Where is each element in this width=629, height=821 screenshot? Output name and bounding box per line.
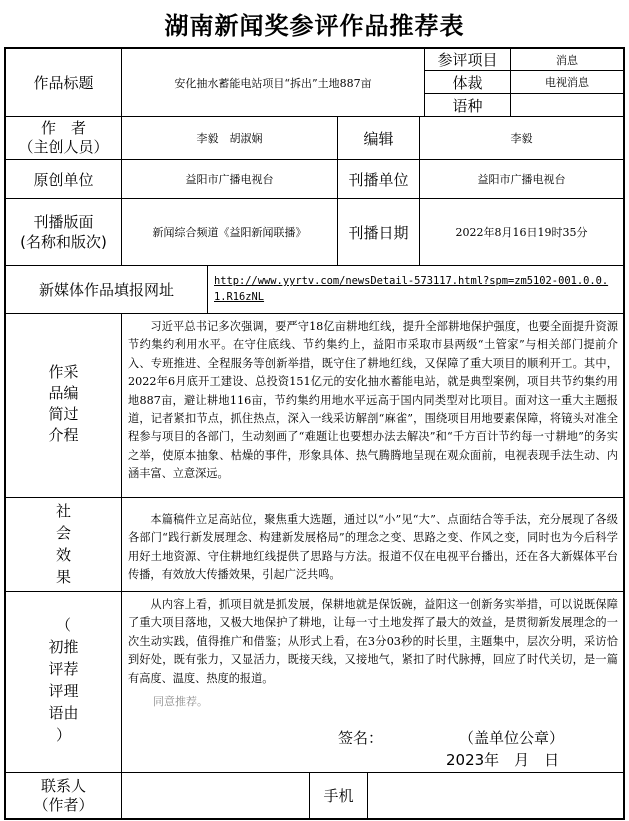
recommend-text: 同意推荐。 — [153, 695, 208, 708]
contact-label — [6, 773, 121, 818]
intro-label-line: 品编 — [48, 384, 79, 402]
contact-label-line2: （作者） — [33, 795, 94, 814]
review-label-line: 评理 — [48, 682, 79, 700]
layout-label-line2: (名称和版次) — [20, 233, 107, 251]
new-media-label: 新媒体作品填报网址 — [38, 281, 174, 299]
intro-label-line: 简过 — [48, 405, 79, 423]
intro-label-line: 介程 — [48, 426, 79, 444]
publish-unit-label: 刊播单位 — [348, 170, 409, 189]
form-title: 湖南新闻奖参评作品推荐表 — [164, 12, 465, 40]
contact-label-line1: 联系人 — [40, 776, 86, 795]
language-label: 语种 — [452, 96, 483, 115]
effect-label-line: 会 — [55, 524, 71, 542]
genre-value: 电视消息 — [545, 76, 589, 89]
editor-label: 编辑 — [363, 129, 394, 148]
review-label-line: 评荐 — [48, 660, 79, 678]
intro-label — [6, 362, 121, 446]
language-value — [511, 94, 623, 116]
seal-label: （盖单位公章） — [459, 729, 565, 747]
work-title-value: 安化抽水蓄能电站项目“拆出”土地887亩 — [174, 76, 372, 90]
effect-text: 本篇稿件立足高站位，聚焦重大选题，通过以“小”见“大”、点面结合等手法，充分展现了各级各部门“践行新发展理念、构建新发展格局”的理念之变、思路之变、作风之变，同时也为今后科学用好土地资源、守住耕地红线提供了思路与方法。报道不仅在电视平台播出，还在各大新媒体平台传播，有效放大传播效果，引起广泛共鸣。 — [128, 513, 618, 582]
phone-value — [368, 773, 623, 818]
review-label — [6, 614, 121, 746]
author-label-line1: 作 者 — [40, 119, 86, 137]
layout-label — [6, 199, 121, 265]
original-unit-value: 益阳市广播电视台 — [185, 173, 274, 186]
signature-label: 签名： — [338, 729, 384, 747]
effect-label-line: 效 — [55, 546, 71, 564]
effect-label — [6, 500, 121, 588]
effect-label-line: 果 — [55, 568, 71, 586]
author-label-line2: （主创人员） — [18, 138, 109, 156]
review-date: 2023年 月 日 — [446, 751, 560, 769]
publish-date-label: 刊播日期 — [348, 223, 409, 242]
review-label-line: ） — [55, 726, 71, 744]
layout-value: 新闻综合频道《益阳新闻联播》 — [152, 226, 307, 239]
new-media-url[interactable]: http://www.yyrtv.com/newsDetail-573117.html?spm=zm5102-001.0.0.1.R16zNL — [214, 275, 609, 303]
layout-label-line1: 刊播版面 — [33, 213, 94, 231]
intro-text: 习近平总书记多次强调，要严守18亿亩耕地红线，提升全部耕地保护强度，也要全面提升资源节约集约利用水平。在守住底线、节约集约上，益阳市采取市县两级“土管家”与相关部门提前介入、专班推进、全程服务等创新举措，既守住了耕地红线，又保障了重大项目的顺利开工。其中，2022年6月底开工建设、总投资151亿元的安化抽水蓄能电站，就是典型案例，项目共节约集约用地887亩，避让耕地116亩，节约集约用地水平远高于国内同类型对比项目。面对这一重大主题报道，记者紧扣节点，抓住热点，深入一线采访解剖“麻雀”，围绕项目用地要素保障，将镜头对准全程参与项目的各部门，生动刻画了“难题让也要想办法去解决”和“千方百计节约每一寸耕地”的务实之举，使原本抽象、枯燥的事件，形象具体、热气腾腾地呈现在观众面前，电视表现手法生动、内涵丰富、立意深远。 — [128, 320, 618, 481]
editor-value: 李毅 — [510, 132, 533, 145]
review-label-line: （ — [55, 616, 71, 634]
author-label — [6, 117, 121, 159]
work-title-label: 作品标题 — [33, 74, 94, 92]
original-unit-label: 原创单位 — [33, 170, 94, 189]
review-label-line: 语由 — [48, 704, 79, 722]
publish-unit-value: 益阳市广播电视台 — [477, 173, 566, 186]
genre-label: 体裁 — [452, 73, 483, 92]
publish-date-value: 2022年8月16日19时35分 — [455, 226, 588, 239]
effect-label-line: 社 — [55, 502, 71, 520]
category-label: 参评项目 — [437, 51, 498, 69]
intro-label-line: 作采 — [48, 363, 79, 381]
review-text: 从内容上看，抓项目就是抓发展，保耕地就是保饭碗，益阳这一创新务实举措，可以说既保障了重大项目落地，又极大地保护了耕地，让每一寸土地发挥了最大的效益，是贯彻新发展理念的一次生动实践，值得推广和借鉴；从形式上看，在3分03秒的时长里，主题集中，层次分明，采访恰到好处，既有张力，又显活力，既接天线，又接地气，紧扣了时代脉搏，回应了时代关切，是一篇有高度、温度、热度的报道。 — [128, 598, 618, 685]
review-label-line: 初推 — [48, 638, 79, 656]
phone-label: 手机 — [323, 787, 354, 805]
author-value: 李毅 胡淑娴 — [196, 132, 263, 145]
category-value: 消息 — [556, 53, 578, 67]
contact-value — [122, 773, 309, 818]
